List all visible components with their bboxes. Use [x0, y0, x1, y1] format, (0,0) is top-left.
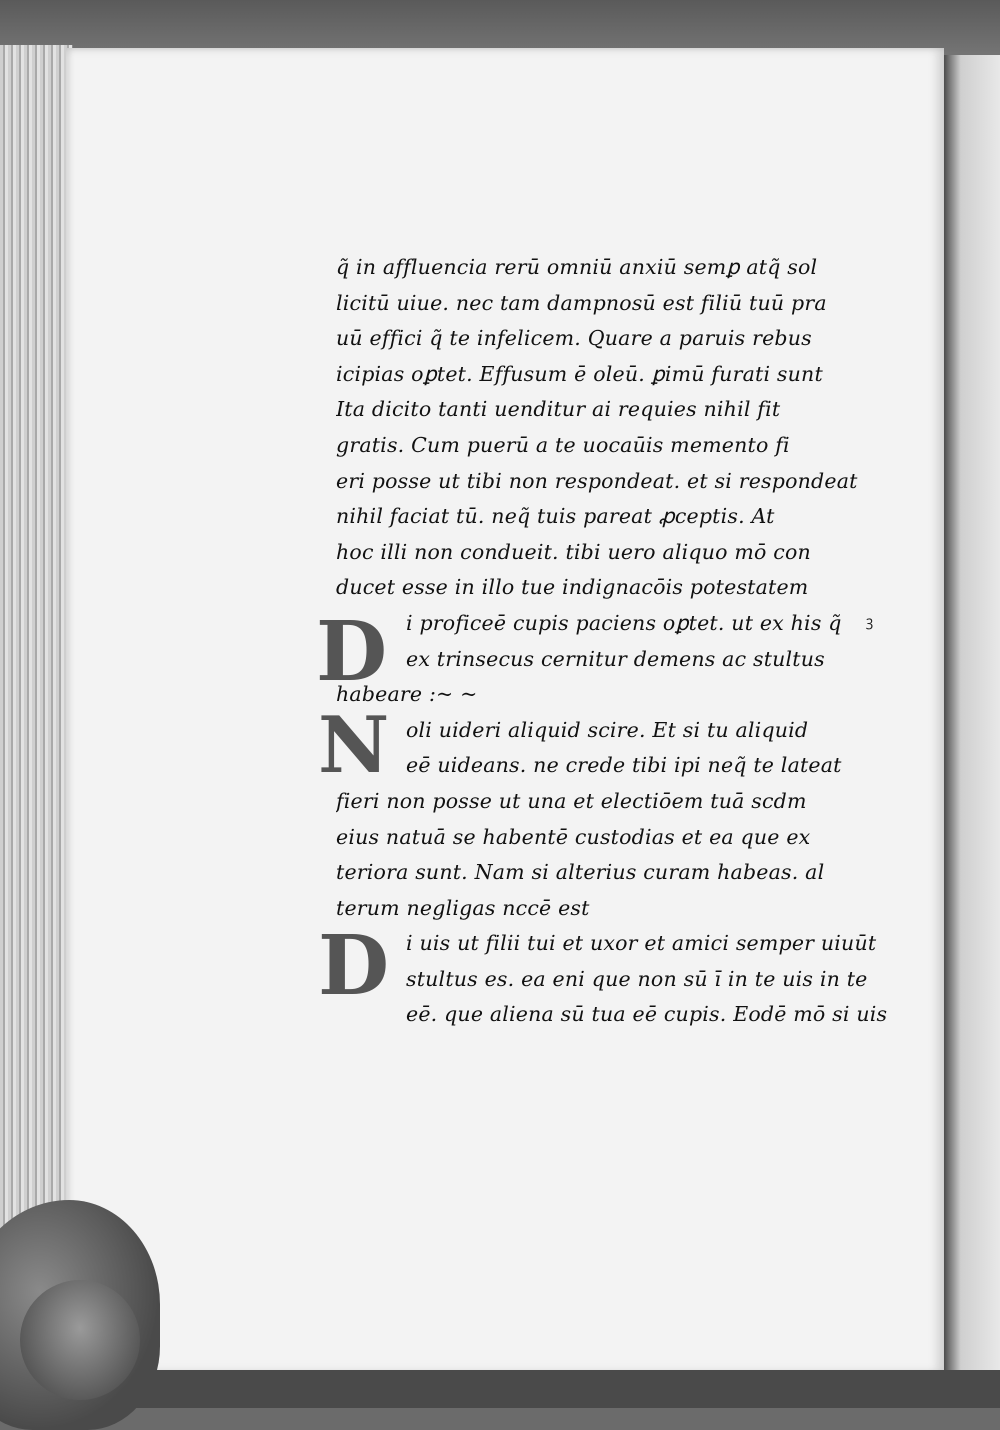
text-line: uū effici q̃ te infelicem. Quare a paruis rebus	[336, 326, 812, 351]
text-line: licitū uiue. nec tam dampnosū est filiū tuū pra	[336, 290, 827, 315]
text-line: habeare :~ ~	[336, 682, 478, 707]
text-line: terum negligas nccē est	[336, 895, 590, 920]
next-page-edge	[944, 55, 1000, 1375]
manuscript-text	[336, 250, 896, 1033]
text-line: i uis ut filii tui et uxor et amici semper uiuūt	[406, 931, 877, 956]
text-line: ex trinsecus cernitur demens ac stultus	[406, 646, 825, 671]
text-line: teriora sunt. Nam si alterius curam habeas. al	[336, 860, 825, 885]
book-page-edges	[0, 45, 73, 1375]
text-line: gratis. Cum puerū a te uocaūis memento fi	[336, 432, 790, 457]
text-line: nihil faciat tū. neq̃ tuis pareat ꝓceptis. At	[336, 504, 775, 529]
text-line: hoc illi non condueit. tibi uero aliquo mō con	[336, 539, 811, 564]
holding-finger	[20, 1280, 140, 1400]
text-line: eē. que aliena sū tua eē cupis. Eodē mō si uis	[406, 1002, 888, 1027]
decorated-initial-d: D	[316, 604, 388, 700]
text-line: Ita dicito tanti uenditur ai requies nihil fit	[336, 397, 781, 422]
text-line: q̃ in affluencia rerū omniū anxiū semꝑ atq̃ sol	[336, 255, 818, 279]
text-line: eri posse ut tibi non respondeat. et si respondeat	[336, 468, 858, 493]
decorated-initial-n: N	[318, 700, 390, 791]
text-line: eē uideans. ne crede tibi ipi neq̃ te lateat	[406, 753, 842, 778]
text-line: oli uideri aliquid scire. Et si tu aliquid	[406, 717, 809, 742]
text-line: fieri non posse ut una et electiōem tuā scdm	[336, 788, 807, 813]
text-line: eius natuā se habentē custodias et ea que ex	[336, 824, 811, 849]
text-line: icipias oꝑtet. Effusum ē oleū. ꝑimū furati sunt	[336, 361, 823, 386]
text-line: i proficeē cupis paciens oꝑtet. ut ex his q̃	[406, 610, 842, 635]
decorated-initial-d: D	[318, 918, 390, 1014]
text-line: ducet esse in illo tue indignacōis potestatem	[336, 575, 809, 600]
margin-mark: ꝫ	[866, 614, 874, 630]
text-line: stultus es. ea eni que non sū ī in te uis in te	[406, 966, 868, 991]
